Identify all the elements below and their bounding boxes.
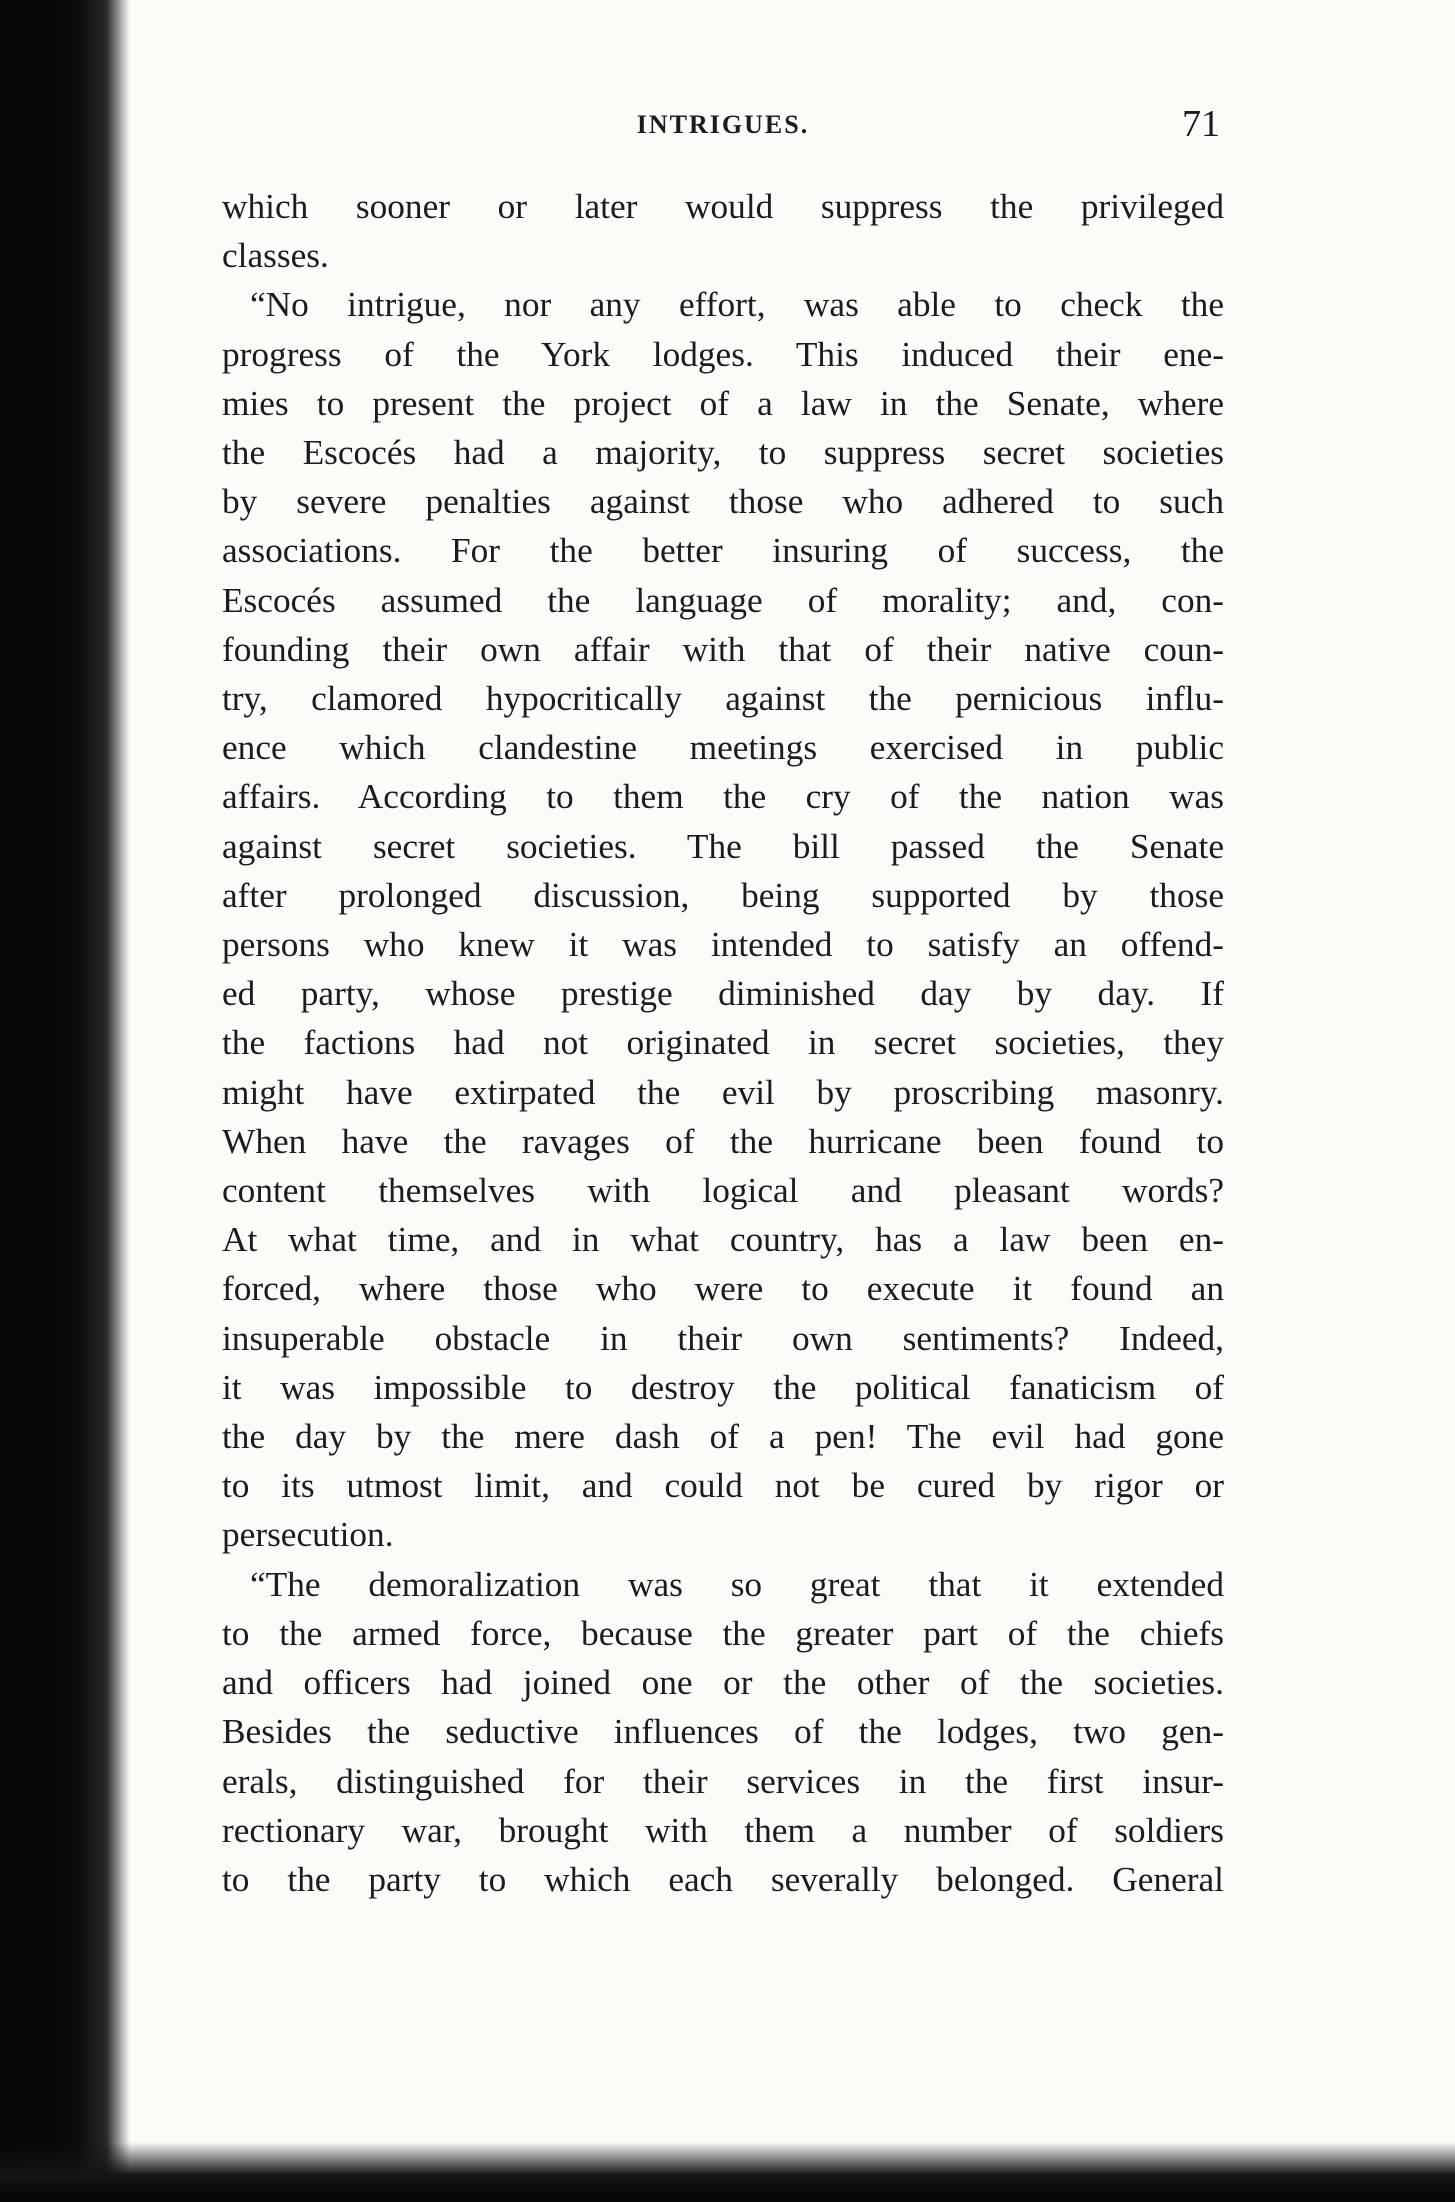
text-line: and officers had joined one or the other of the societies. xyxy=(222,1663,1224,1703)
text-line: associations. For the better insuring of success, the xyxy=(222,531,1224,571)
scan-shadow-left xyxy=(0,0,130,2202)
text-line: after prolonged discussion, being supported by those xyxy=(222,875,1224,915)
text-line: mies to present the project of a law in the Senate, where xyxy=(222,383,1224,423)
running-head: INTRIGUES. xyxy=(636,110,810,139)
text-line: Besides the seductive influences of the lodges, two gen- xyxy=(222,1712,1224,1752)
text-line: which sooner or later would suppress the privileged xyxy=(222,187,1224,226)
text-line: “The demoralization was so great that it extended xyxy=(250,1564,1224,1604)
text-line: persons who knew it was intended to satisfy an offend- xyxy=(222,925,1224,965)
text-line: “No intrigue, nor any effort, was able to check the xyxy=(250,285,1224,325)
text-line: affairs. According to them the cry of the nation was xyxy=(222,777,1224,817)
text-line: persecution. xyxy=(222,1515,394,1555)
text-line: founding their own affair with that of their native coun- xyxy=(222,629,1224,669)
page-header xyxy=(222,103,1224,162)
text-line: forced, where those who were to execute it found an xyxy=(222,1269,1224,1309)
text-line: At what time, and in what country, has a law been en- xyxy=(222,1220,1224,1260)
text-line: to the armed force, because the greater part of the chiefs xyxy=(222,1613,1224,1653)
text-line: the factions had not originated in secret societies, they xyxy=(222,1023,1224,1063)
text-line: Escocés assumed the language of morality; and, con- xyxy=(222,580,1224,620)
text-line: try, clamored hypocritically against the pernicious influ- xyxy=(222,679,1224,719)
text-line: classes. xyxy=(222,236,329,276)
page-number: 71 xyxy=(1182,103,1220,145)
scan-shadow-bottom xyxy=(0,2142,1455,2202)
text-line: ence which clandestine meetings exercised in public xyxy=(222,728,1224,768)
text-line: against secret societies. The bill passed the Senate xyxy=(222,826,1224,866)
text-line: to its utmost limit, and could not be cured by rigor or xyxy=(222,1466,1224,1506)
text-line: ed party, whose prestige diminished day by day. If xyxy=(222,974,1224,1014)
text-line: progress of the York lodges. This induced their ene- xyxy=(222,334,1224,374)
text-line: content themselves with logical and pleasant words? xyxy=(222,1171,1224,1211)
text-line: erals, distinguished for their services in the first insur- xyxy=(222,1761,1224,1801)
text-line: insuperable obstacle in their own sentiments? Indeed, xyxy=(222,1318,1224,1358)
text-line: rectionary war, brought with them a number of soldiers xyxy=(222,1810,1224,1850)
text-line: the Escocés had a majority, to suppress secret societies xyxy=(222,433,1224,473)
body-text xyxy=(222,182,1224,1904)
text-line: by severe penalties against those who adhered to such xyxy=(222,482,1224,522)
text-line: it was impossible to destroy the political fanaticism of xyxy=(222,1367,1224,1407)
text-line: might have extirpated the evil by proscribing masonry. xyxy=(222,1072,1224,1112)
text-line: to the party to which each severally belonged. General xyxy=(222,1859,1224,1899)
text-line: the day by the mere dash of a pen! The evil had gone xyxy=(222,1417,1224,1457)
text-line: When have the ravages of the hurricane been found to xyxy=(222,1121,1224,1161)
book-page xyxy=(222,103,1224,1904)
